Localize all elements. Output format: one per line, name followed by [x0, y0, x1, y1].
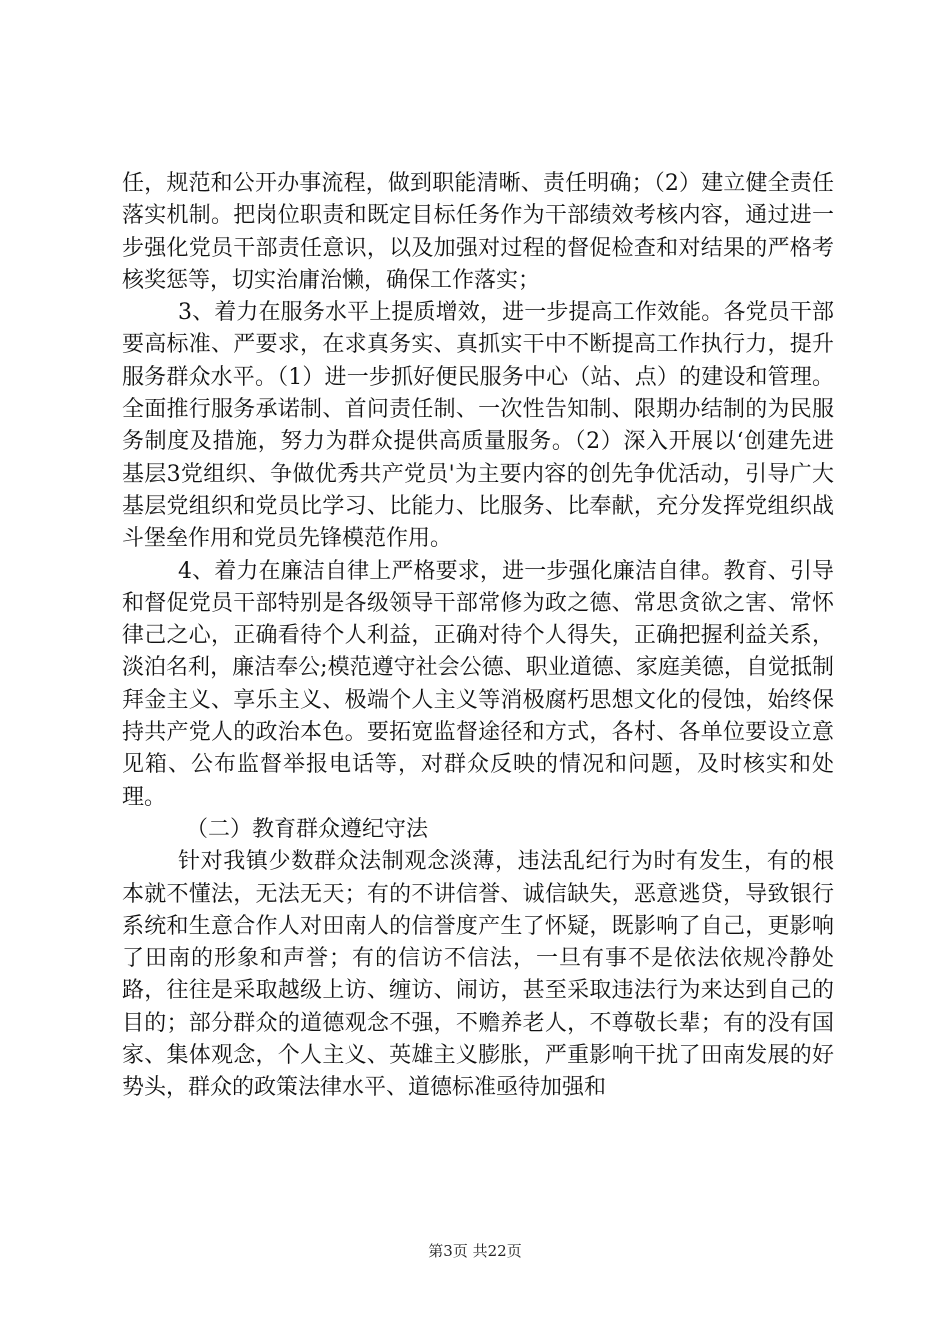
paragraph-section-2: 针对我镇少数群众法制观念淡薄，违法乱纪行为时有发生，有的根本就不懂法，无法无天；有的不讲信誉、诚信缺失，恶意逃贷，导致银行系统和生意合作人对田南人的信誉度产生了怀疑，既影响了自己，更影响了田南的形象和声誉；有的信访不信法，一旦有事不是依法依规冷静处路，往往是采取越级上访、缠访、闹访，甚至采取违法行为来达到自己的目的；部分群众的道德观念不强，不赡养老人，不尊敬长辈；有的没有国家、集体观念，个人主义、英雄主义膨胀，严重影响干扰了田南发展的好势头，群众的政策法律水平、道德标准亟待加强和	[122, 849, 834, 1101]
body-text	[122, 168, 834, 1105]
paragraph-continuation: 任，规范和公开办事流程，做到职能清晰、责任明确；（2）建立健全责任落实机制。把岗位职责和既定目标任务作为干部绩效考核内容，通过进一步强化党员干部责任意识，以及加强对过程的督促检查和对结果的严格考核奖惩等，切实治庸治懒，确保工作落实；	[122, 171, 834, 293]
section-heading: （二）教育群众遵纪守法	[186, 816, 429, 842]
page-footer: 第3页 共22页	[428, 1242, 522, 1260]
paragraph-item-4: 4、着力在廉洁自律上严格要求，进一步强化廉洁自律。教育、引导和督促党员干部特别是各级领导干部常修为政之德、常思贪欲之害、常怀律己之心，正确看待个人利益，正确对待个人得失，正确把握利益关系，淡泊名利，廉洁奉公;模范遵守社会公德、职业道德、家庭美德，自觉抵制拜金主义、享乐主义、极端个人主义等消极腐朽思想文化的侵蚀，始终保持共产党人的政治本色。要拓宽监督途径和方式，各村、各单位要设立意见箱、公布监督举报电话等，对群众反映的情况和问题，及时核实和处理。	[122, 558, 834, 810]
paragraph-item-3: 3、着力在服务水平上提质增效，进一步提高工作效能。各党员干部要高标准、严要求，在求真务实、真抓实干中不断提高工作执行力，提升服务群众水平。（1）进一步抓好便民服务中心（站、点）的建设和管理。全面推行服务承诺制、首问责任制、一次性告知制、限期办结制的为民服务制度及措施，努力为群众提供高质量服务。（2）深入开展以‘创建先进基层3党组织、争做优秀共产党员'为主要内容的创先争优活动，引导广大基层党组织和党员比学习、比能力、比服务、比奉献，充分发挥党组织战斗堡垒作用和党员先锋模范作用。	[122, 300, 834, 552]
